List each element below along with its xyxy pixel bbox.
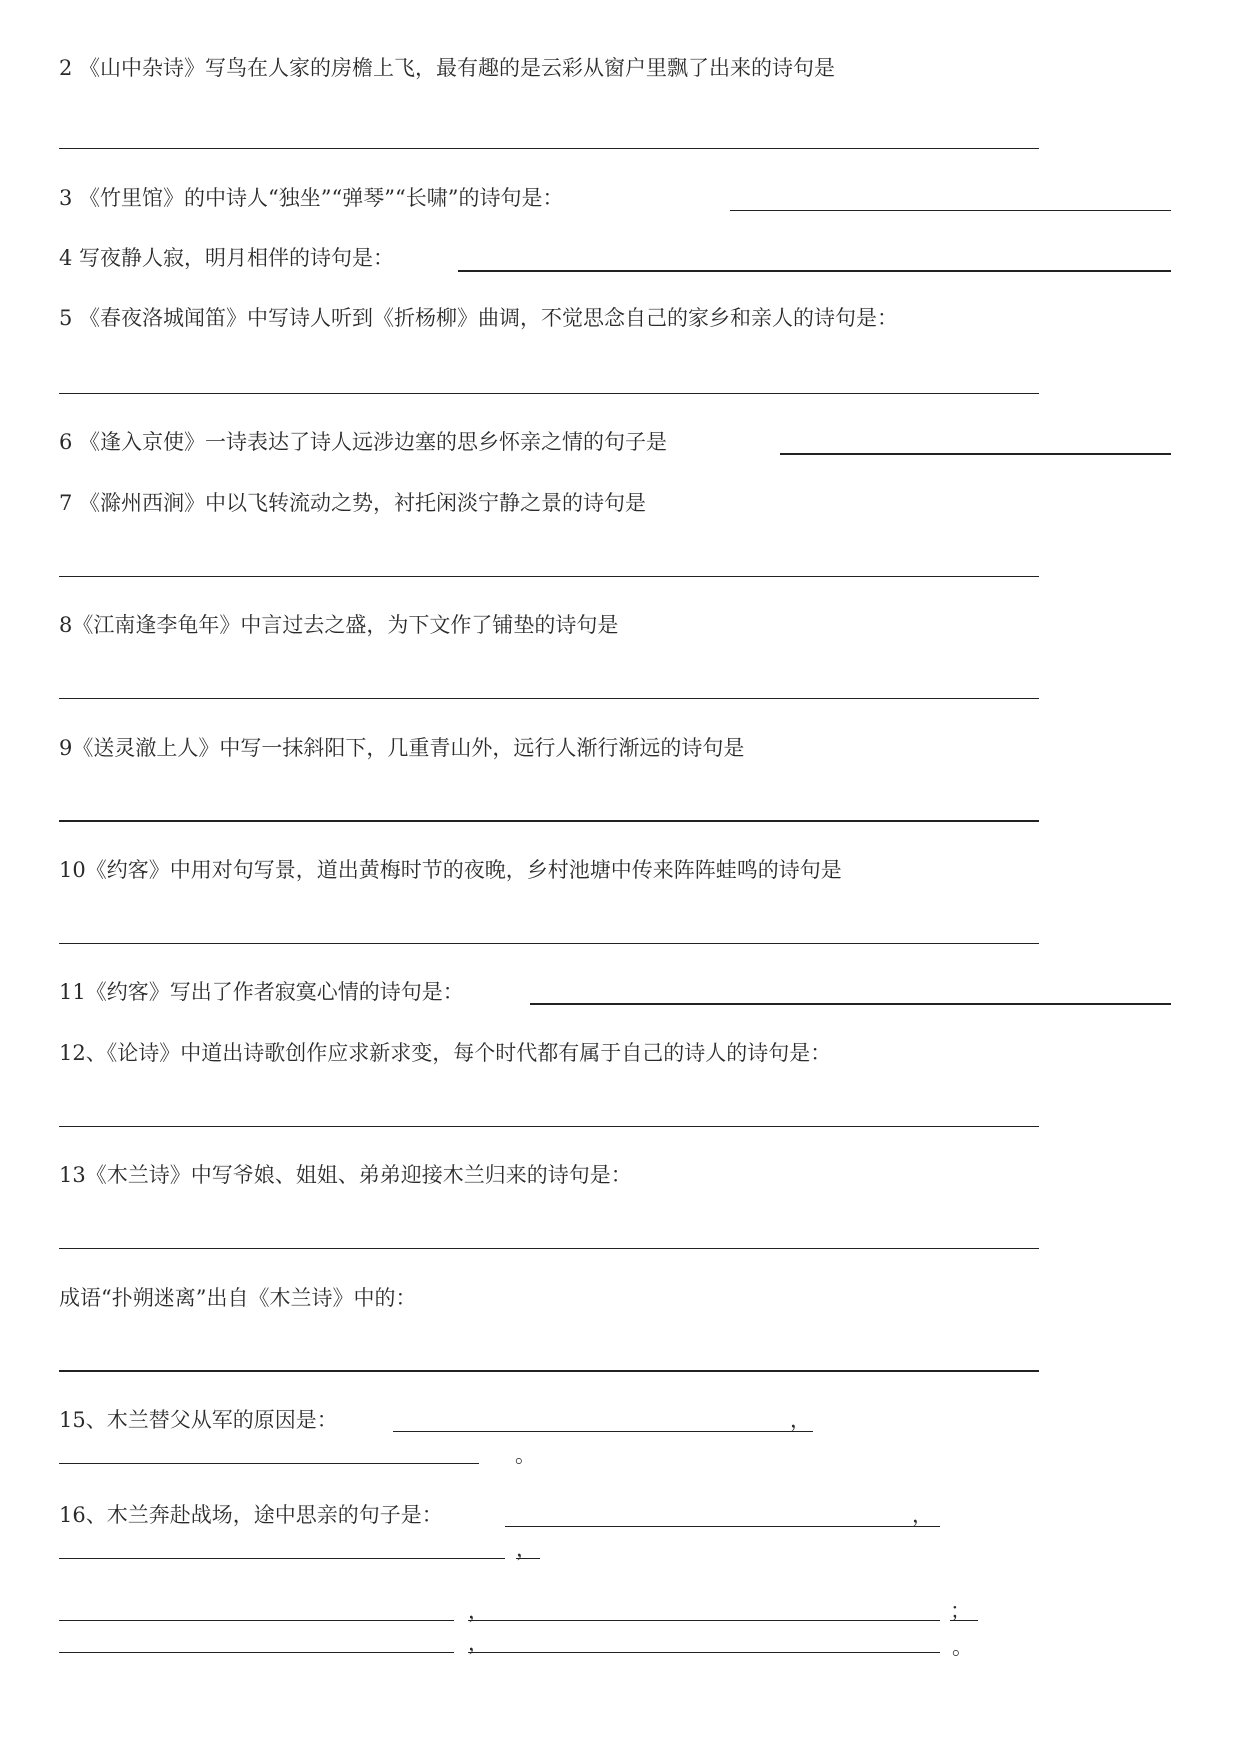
comma-16c: ， xyxy=(468,1599,489,1623)
question-13: 13《木兰诗》中写爷娘、姐姐、弟弟迎接木兰归来的诗句是： xyxy=(59,1163,632,1187)
answer-line-9[interactable] xyxy=(59,820,1039,822)
answer-line-14[interactable] xyxy=(59,1370,1039,1372)
question-6: 6 《逢入京使》一诗表达了诗人远涉边塞的思乡怀亲之情的句子是 xyxy=(59,430,668,454)
answer-line-16b[interactable] xyxy=(59,1558,505,1559)
question-16: 16、木兰奔赴战场，途中思亲的句子是： xyxy=(59,1503,443,1527)
question-7: 7 《滁州西涧》中以飞转流动之势，衬托闲淡宁静之景的诗句是 xyxy=(59,491,647,515)
question-10: 10《约客》中用对句写景，道出黄梅时节的夜晚，乡村池塘中传来阵阵蛙鸣的诗句是 xyxy=(59,858,842,882)
answer-line-11[interactable] xyxy=(530,1003,1171,1005)
comma-16e: ， xyxy=(468,1631,489,1655)
answer-line-15a[interactable] xyxy=(393,1431,813,1432)
question-8: 8《江南逢李龟年》中言过去之盛，为下文作了铺垫的诗句是 xyxy=(59,613,619,637)
question-5: 5 《春夜洛城闻笛》中写诗人听到《折杨柳》曲调，不觉思念自己的家乡和亲人的诗句是： xyxy=(59,306,899,330)
underline-16d-tail xyxy=(950,1620,978,1621)
underline-16b-tail xyxy=(516,1558,540,1559)
answer-line-16a[interactable] xyxy=(505,1526,940,1527)
answer-line-8[interactable] xyxy=(59,698,1039,699)
answer-line-5[interactable] xyxy=(59,393,1039,394)
period-16: 。 xyxy=(952,1635,973,1659)
answer-line-15b[interactable] xyxy=(59,1463,479,1464)
question-2: 2 《山中杂诗》写鸟在人家的房檐上飞，最有趣的是云彩从窗户里飘了出来的诗句是 xyxy=(59,56,836,80)
answer-line-6[interactable] xyxy=(780,453,1171,455)
answer-line-7[interactable] xyxy=(59,576,1039,577)
question-14: 成语“扑朔迷离”出自《木兰诗》中的： xyxy=(59,1286,417,1310)
question-9: 9《送灵澈上人》中写一抹斜阳下，几重青山外，远行人渐行渐远的诗句是 xyxy=(59,736,745,760)
answer-line-13[interactable] xyxy=(59,1248,1039,1249)
answer-line-4[interactable] xyxy=(458,270,1171,272)
answer-line-3[interactable] xyxy=(730,210,1171,211)
question-15: 15、木兰替父从军的原因是： xyxy=(59,1408,338,1432)
period-15: 。 xyxy=(515,1443,536,1467)
comma-16b: ， xyxy=(516,1537,537,1561)
semicolon-16: ； xyxy=(950,1599,971,1623)
answer-line-16c[interactable] xyxy=(59,1620,454,1621)
question-12: 12、《论诗》中道出诗歌创作应求新求变，每个时代都有属于自己的诗人的诗句是： xyxy=(59,1041,832,1065)
answer-line-16f[interactable] xyxy=(468,1652,940,1653)
question-4: 4 写夜静人寂，明月相伴的诗句是： xyxy=(59,246,395,270)
answer-line-12[interactable] xyxy=(59,1126,1039,1127)
answer-line-10[interactable] xyxy=(59,943,1039,944)
answer-line-2[interactable] xyxy=(59,148,1039,149)
answer-line-16e[interactable] xyxy=(59,1652,454,1653)
question-11: 11《约客》写出了作者寂寞心情的诗句是： xyxy=(59,980,464,1004)
comma-15a: ， xyxy=(790,1408,811,1432)
answer-line-16d[interactable] xyxy=(468,1620,940,1621)
question-3: 3 《竹里馆》的中诗人“独坐”“弹琴”“长啸”的诗句是： xyxy=(59,186,564,210)
comma-16a: ， xyxy=(912,1503,933,1527)
